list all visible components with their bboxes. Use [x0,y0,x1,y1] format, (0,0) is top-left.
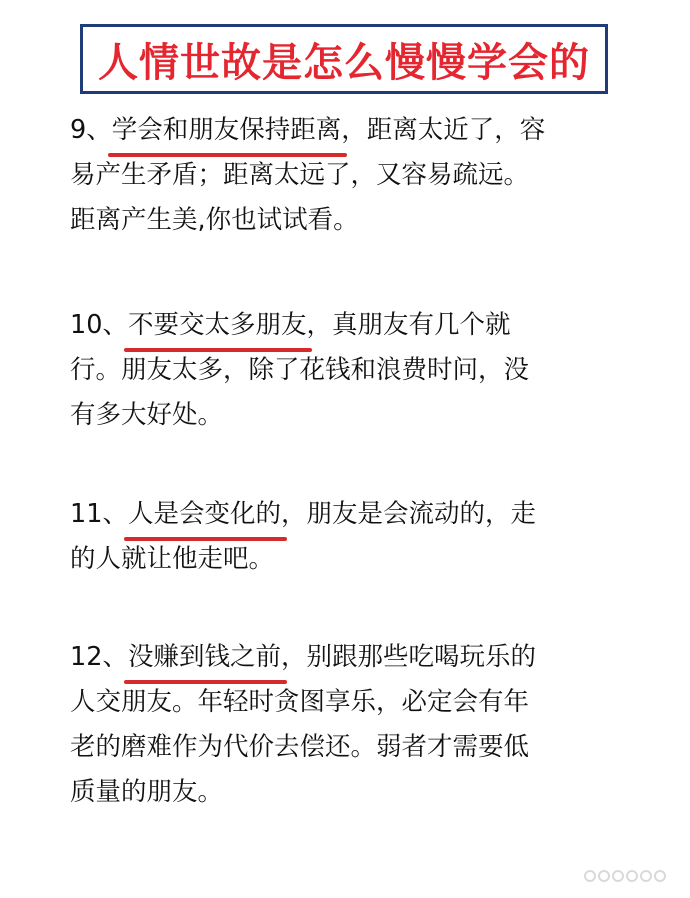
tip-10-line-3: 有多大好处。 [70,400,224,430]
tip-10-line-1 [70,303,630,348]
tip-11-number: 11、 [70,499,128,529]
tip-12-line-4: 质量的朋友。 [70,777,224,807]
watermark-dot [654,870,666,882]
watermark-dot [612,870,624,882]
title-banner [80,24,608,94]
tip-9 [70,108,630,243]
tip-10-number: 10、 [70,310,128,340]
watermark-dot [584,870,596,882]
tip-10-line-1-rest: ，真朋友有几个就 [306,310,511,340]
tip-11-line-2: 的人就让他走吧。 [70,544,275,574]
tip-9-highlight: 学会和朋友保持距离 [112,108,342,153]
tip-11-line-1-rest: ，朋友是会流动的，走 [280,499,536,529]
tip-9-line-1-rest: ，距离太近了，容 [341,115,546,145]
tip-12-number: 12、 [70,642,128,672]
tip-12-line-3: 老的磨难作为代价去偿还。弱者才需要低 [70,732,530,762]
tip-9-number: 9、 [70,115,112,145]
tip-10-line-2: 行。朋友太多，除了花钱和浪费时问，没 [70,355,530,385]
tip-12-highlight: 没赚到钱之前 [128,635,281,680]
tip-9-line-2: 易产生矛盾；距离太远了，又容易疏远。 [70,160,530,190]
tip-12-line-2: 人交朋友。年轻时贪图享乐，必定会有年 [70,687,530,717]
watermark-dot [626,870,638,882]
tip-12 [70,635,630,815]
weibo-watermark-icon [584,870,668,886]
tip-9-line-3: 距离产生美,你也试试看。 [70,205,359,235]
tip-11-line-1 [70,492,630,537]
tip-11-highlight: 人是会变化的 [128,492,281,537]
tip-12-line-1 [70,635,630,680]
tip-9-line-1 [70,108,630,153]
watermark-dot [598,870,610,882]
tip-12-line-1-rest: ，别跟那些吃喝玩乐的 [280,642,536,672]
watermark-dot [640,870,652,882]
page-title: 人情世故是怎么慢慢学会的 [98,39,590,86]
tip-10 [70,303,630,438]
tip-10-highlight: 不要交太多朋友 [128,303,307,348]
tip-11 [70,492,630,582]
